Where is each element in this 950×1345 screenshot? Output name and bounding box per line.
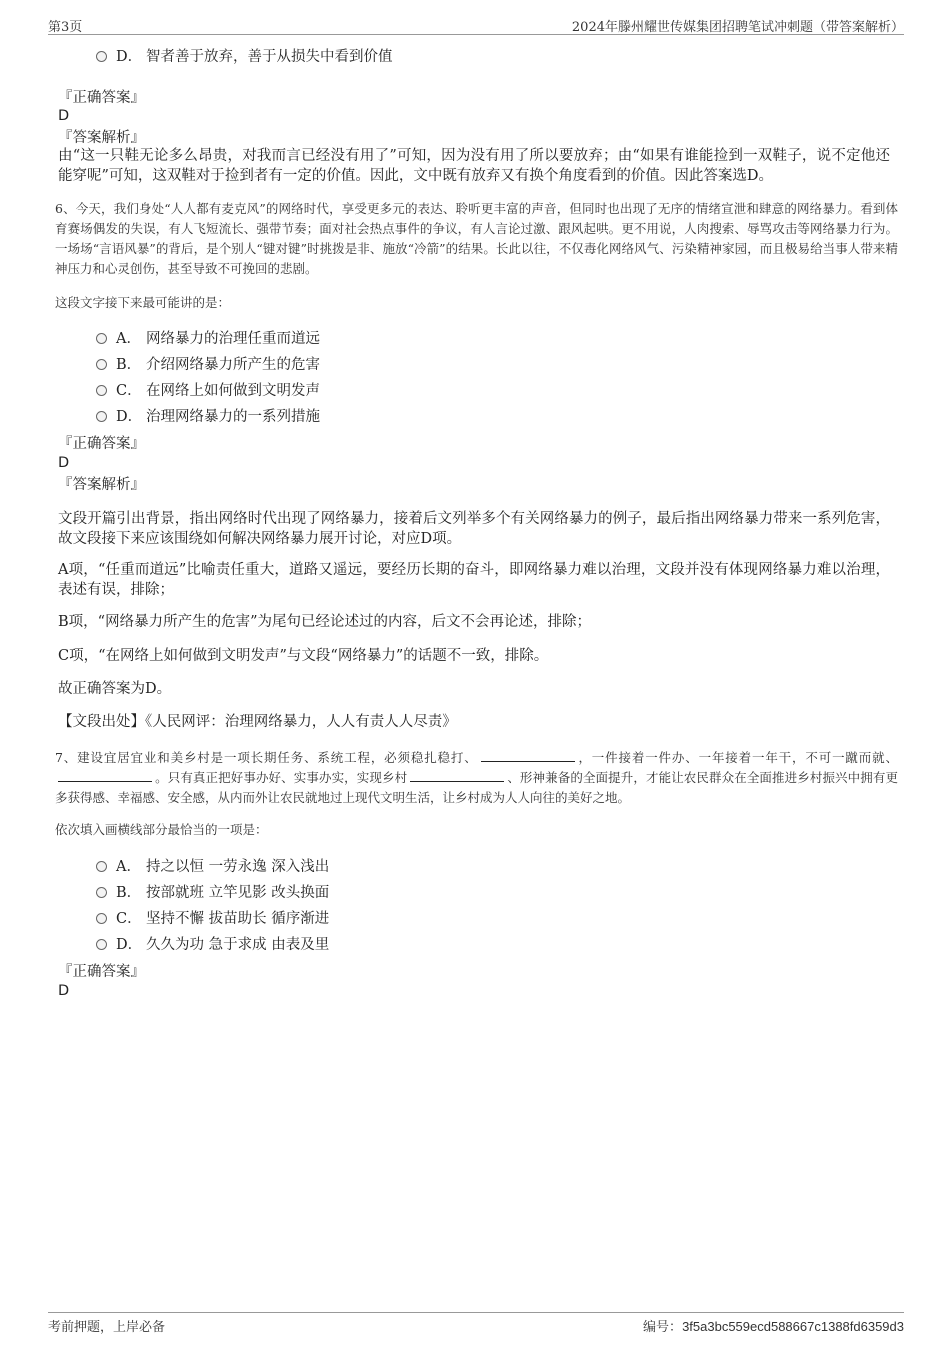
q7-option-c[interactable]: C． 坚持不懈 拔苗助长 循序渐进 bbox=[96, 909, 329, 929]
q6-option-b[interactable]: B． 介绍网络暴力所产生的危害 bbox=[96, 355, 320, 375]
q6-analysis-paragraph: C项，“在网络上如何做到文明发声”与文段“网络暴力”的话题不一致，排除。 bbox=[58, 648, 549, 664]
q7-option-d[interactable]: D． 久久为功 急于求成 由表及里 bbox=[96, 935, 329, 955]
q6-answer: D bbox=[58, 455, 70, 471]
radio-icon[interactable] bbox=[96, 913, 107, 924]
radio-icon[interactable] bbox=[96, 411, 107, 422]
q6-prompt: 这段文字接下来最可能讲的是： bbox=[55, 295, 231, 310]
q7-prompt: 依次填入画横线部分最恰当的一项是： bbox=[55, 822, 268, 837]
radio-icon[interactable] bbox=[96, 939, 107, 950]
q7-question-text: 7、建设宜居宜业和美乡村是一项长期任务、系统工程，必须稳扎稳打、 ，一件接着一件办、一年接着一年干，不可一蹴而就、。只有真正把好事办好、实事办实，实现乡村 、形神兼备的全面提升，才能让农民群众在全面推进乡村振兴中拥有更多获得感、幸福感、安全感，从内而外让农民就地过上现代文明生活，让乡村成为人人向往的美好之地。 bbox=[55, 750, 898, 805]
radio-icon[interactable] bbox=[96, 333, 107, 344]
q6-answer-label: 『正确答案』 bbox=[58, 436, 145, 452]
page-footer bbox=[48, 1312, 904, 1333]
q6-analysis-paragraph: A项，“任重而道远”比喻责任重大，道路又遥远，要经历长期的奋斗，即网络暴力难以治理，文段并没有体现网络暴力难以治理，表述有误，排除； bbox=[58, 562, 890, 598]
radio-icon[interactable] bbox=[96, 887, 107, 898]
radio-icon[interactable] bbox=[96, 861, 107, 872]
q6-question-text: 6、今天，我们身处“人人都有麦克风”的网络时代，享受更多元的表达、聆听更丰富的声音，但同时也出现了无序的情绪宣泄和肆意的网络暴力。看到体育赛场偶发的失误，有人飞短流长、强带节奏；面对社会热点事件的争议，有人言论过激、跟风起哄。更不用说，人肉搜索、辱骂攻击等网络暴力行为。一场场“言语风暴”的背后，是个别人“键对键”时挑拨是非、施放“冷箭”的结果。长此以往，不仅毒化网络风气、污染精神家园，而且极易给当事人带来精神压力和心灵创伤，甚至导致不可挽回的悲剧。 bbox=[55, 201, 898, 276]
q6-option-c[interactable]: C． 在网络上如何做到文明发声 bbox=[96, 381, 320, 401]
blank-line bbox=[481, 749, 575, 762]
radio-icon[interactable] bbox=[96, 359, 107, 370]
q5-answer-label: 『正确答案』 bbox=[58, 90, 145, 106]
q5-analysis: 由“这一只鞋无论多么昂贵，对我而言已经没有用了”可知，因为没有用了所以要放弃；由“如果有谁能捡到一双鞋子，说不定他还能穿呢”可知，这双鞋对于捡到者有一定的价值。因此，文中既有放弃又有换个角度看到的价值。因此答案选D。 bbox=[58, 148, 890, 184]
q5-answer: D bbox=[58, 108, 70, 124]
q7-option-b[interactable]: B． 按部就班 立竿见影 改头换面 bbox=[96, 883, 329, 903]
q6-source: 【文段出处】《人民网评：治理网络暴力，人人有责人人尽责》 bbox=[58, 714, 457, 730]
footer-slogan: 考前押题，上岸必备 bbox=[48, 1320, 166, 1335]
page-header bbox=[48, 14, 904, 35]
blank-line bbox=[410, 769, 504, 782]
radio-icon[interactable] bbox=[96, 385, 107, 396]
q6-analysis-paragraph: B项，“网络暴力所产生的危害”为尾句已经论述过的内容，后文不会再论述，排除； bbox=[58, 614, 591, 630]
q5-option-d[interactable]: D． 智者善于放弃，善于从损失中看到价值 bbox=[96, 47, 393, 67]
page-number: 第3页 bbox=[48, 20, 83, 35]
q6-analysis-label: 『答案解析』 bbox=[58, 477, 145, 493]
blank-line bbox=[58, 769, 152, 782]
q6-option-d[interactable]: D． 治理网络暴力的一系列措施 bbox=[96, 407, 320, 427]
q6-option-a[interactable]: A． 网络暴力的治理任重而道远 bbox=[96, 329, 320, 349]
document-code: 编号：3f5a3bc559ecd588667c1388fd6359d3 bbox=[643, 1319, 904, 1335]
q7-option-a[interactable]: A． 持之以恒 一劳永逸 深入浅出 bbox=[96, 857, 329, 877]
q6-analysis-paragraph: 文段开篇引出背景，指出网络时代出现了网络暴力，接着后文列举多个有关网络暴力的例子，最后指出网络暴力带来一系列危害，故文段接下来应该围绕如何解决网络暴力展开讨论，对应D项。 bbox=[58, 511, 890, 547]
q6-analysis-paragraph: 故正确答案为D。 bbox=[58, 681, 172, 697]
q5-analysis-label: 『答案解析』 bbox=[58, 130, 145, 146]
q7-answer-label: 『正确答案』 bbox=[58, 964, 145, 980]
radio-icon[interactable] bbox=[96, 51, 107, 62]
q7-answer: D bbox=[58, 983, 70, 999]
document-title: 2024年滕州耀世传媒集团招聘笔试冲刺题（带答案解析） bbox=[571, 20, 904, 35]
